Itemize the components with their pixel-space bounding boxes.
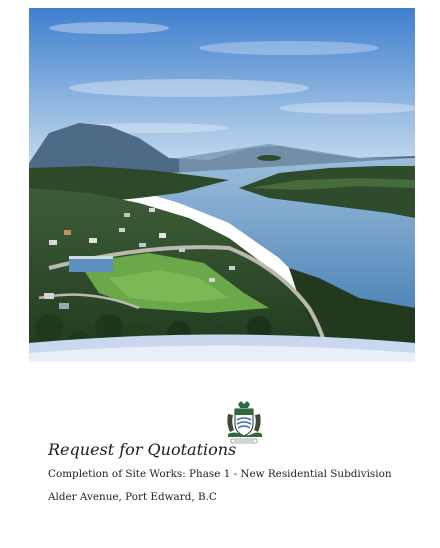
document-location: Alder Avenue, Port Edward, B.C — [48, 491, 217, 503]
cover-aerial-photo — [29, 8, 415, 362]
document-title: Request for Quotations — [48, 440, 237, 459]
document-subtitle: Completion of Site Works: Phase 1 - New Residential Subdivision — [48, 468, 392, 480]
